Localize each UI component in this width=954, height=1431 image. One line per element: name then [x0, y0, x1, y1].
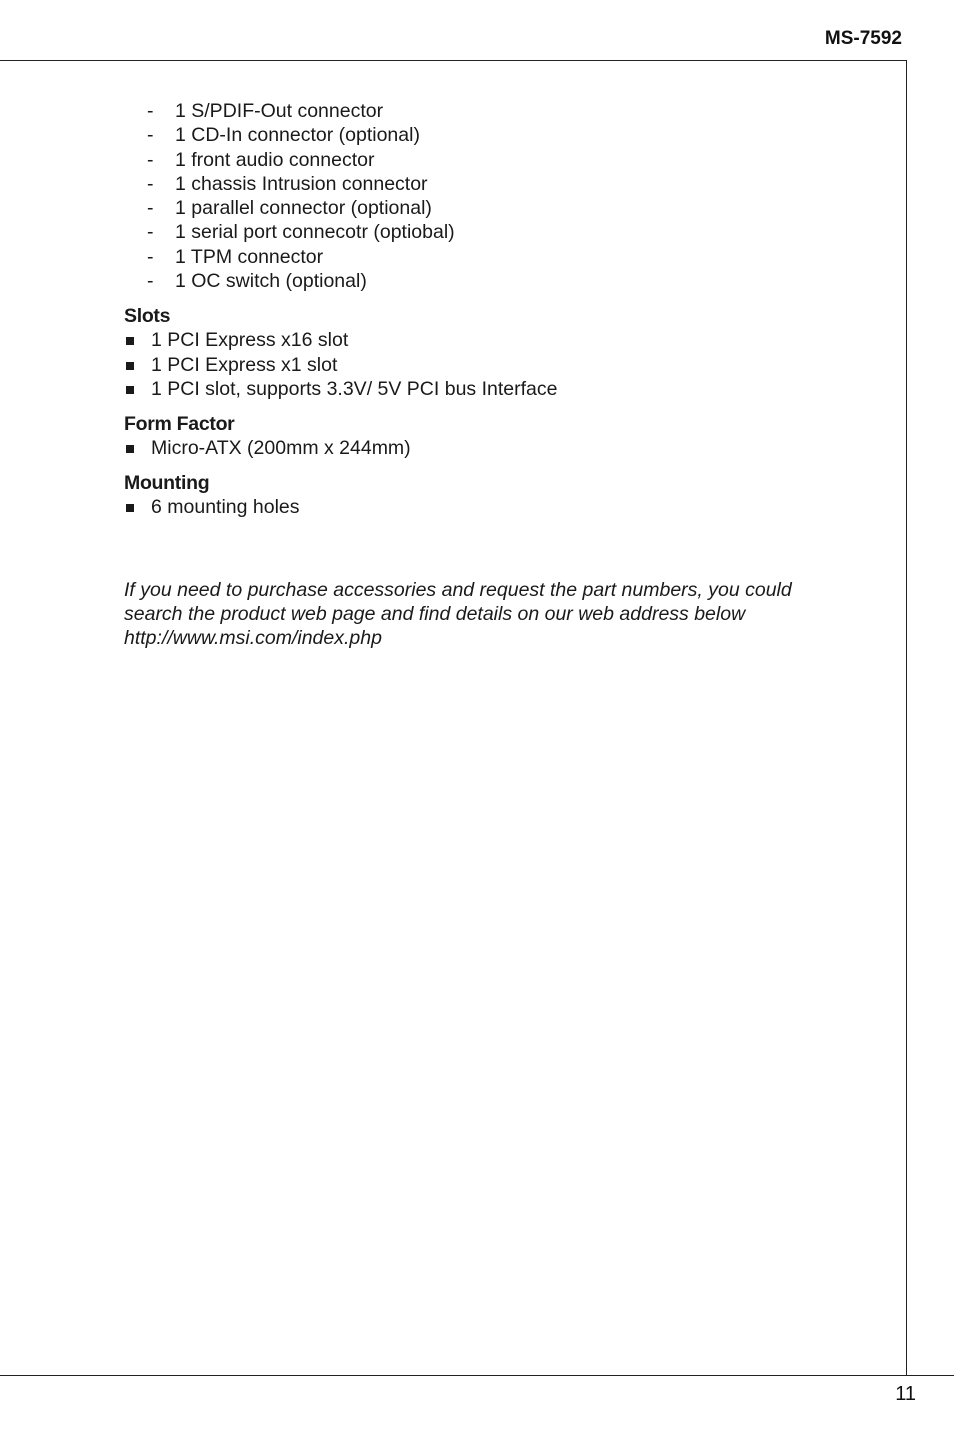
list-item: 1 PCI Express x1 slot — [124, 353, 884, 377]
list-item: 1 PCI Express x16 slot — [124, 328, 884, 352]
accessories-note — [124, 578, 844, 651]
footer-rule — [0, 1375, 954, 1376]
note-line: If you need to purchase accessories and request the part numbers, you could — [124, 579, 792, 601]
mounting-heading: Mounting — [124, 472, 210, 495]
model-number: MS-7592 — [824, 28, 902, 49]
form-factor-list — [124, 436, 884, 460]
dash-bullet: - — [147, 100, 154, 122]
square-bullet-icon — [126, 504, 134, 512]
page-number: 11 — [895, 1383, 916, 1405]
dash-bullet: - — [147, 221, 154, 244]
dash-bullet: - — [147, 172, 154, 195]
note-line: search the product web page and find details on our web address below — [124, 603, 746, 626]
square-bullet-icon — [126, 386, 134, 394]
square-bullet-icon — [126, 337, 134, 345]
dash-bullet: - — [147, 270, 154, 293]
dash-bullet: - — [147, 148, 154, 171]
list-item: - 1 parallel connector (optional) — [147, 197, 432, 220]
list-item: - 1 chassis Intrusion connector — [147, 172, 428, 195]
slots-heading: Slots — [124, 305, 171, 328]
square-bullet-icon — [126, 445, 134, 453]
dash-bullet: - — [147, 124, 154, 147]
header-rule — [0, 60, 907, 61]
list-item: - 1 OC switch (optional) — [147, 270, 367, 293]
list-item: 6 mounting holes — [124, 495, 884, 519]
list-item: - 1 front audio connector — [147, 148, 375, 171]
connector-list — [124, 99, 884, 293]
list-item: - 1 serial port connecotr (optiobal) — [147, 221, 455, 244]
list-item: - 1 CD-In connector (optional) — [147, 124, 420, 147]
dash-bullet: - — [147, 197, 154, 220]
square-bullet-icon — [126, 362, 134, 370]
side-rule — [906, 60, 907, 1376]
form-factor-heading: Form Factor — [124, 412, 235, 435]
list-item: 1 PCI slot, supports 3.3V/ 5V PCI bus Interface — [124, 377, 884, 401]
slots-list — [124, 328, 884, 401]
spec-content — [124, 99, 884, 519]
list-item: - 1 TPM connector — [147, 245, 324, 268]
note-url: http://www.msi.com/index.php — [124, 627, 382, 650]
dash-bullet: - — [147, 245, 154, 268]
list-item: - 1 S/PDIF-Out connector — [147, 100, 384, 122]
list-item: Micro-ATX (200mm x 244mm) — [124, 436, 884, 460]
mounting-list — [124, 495, 884, 519]
